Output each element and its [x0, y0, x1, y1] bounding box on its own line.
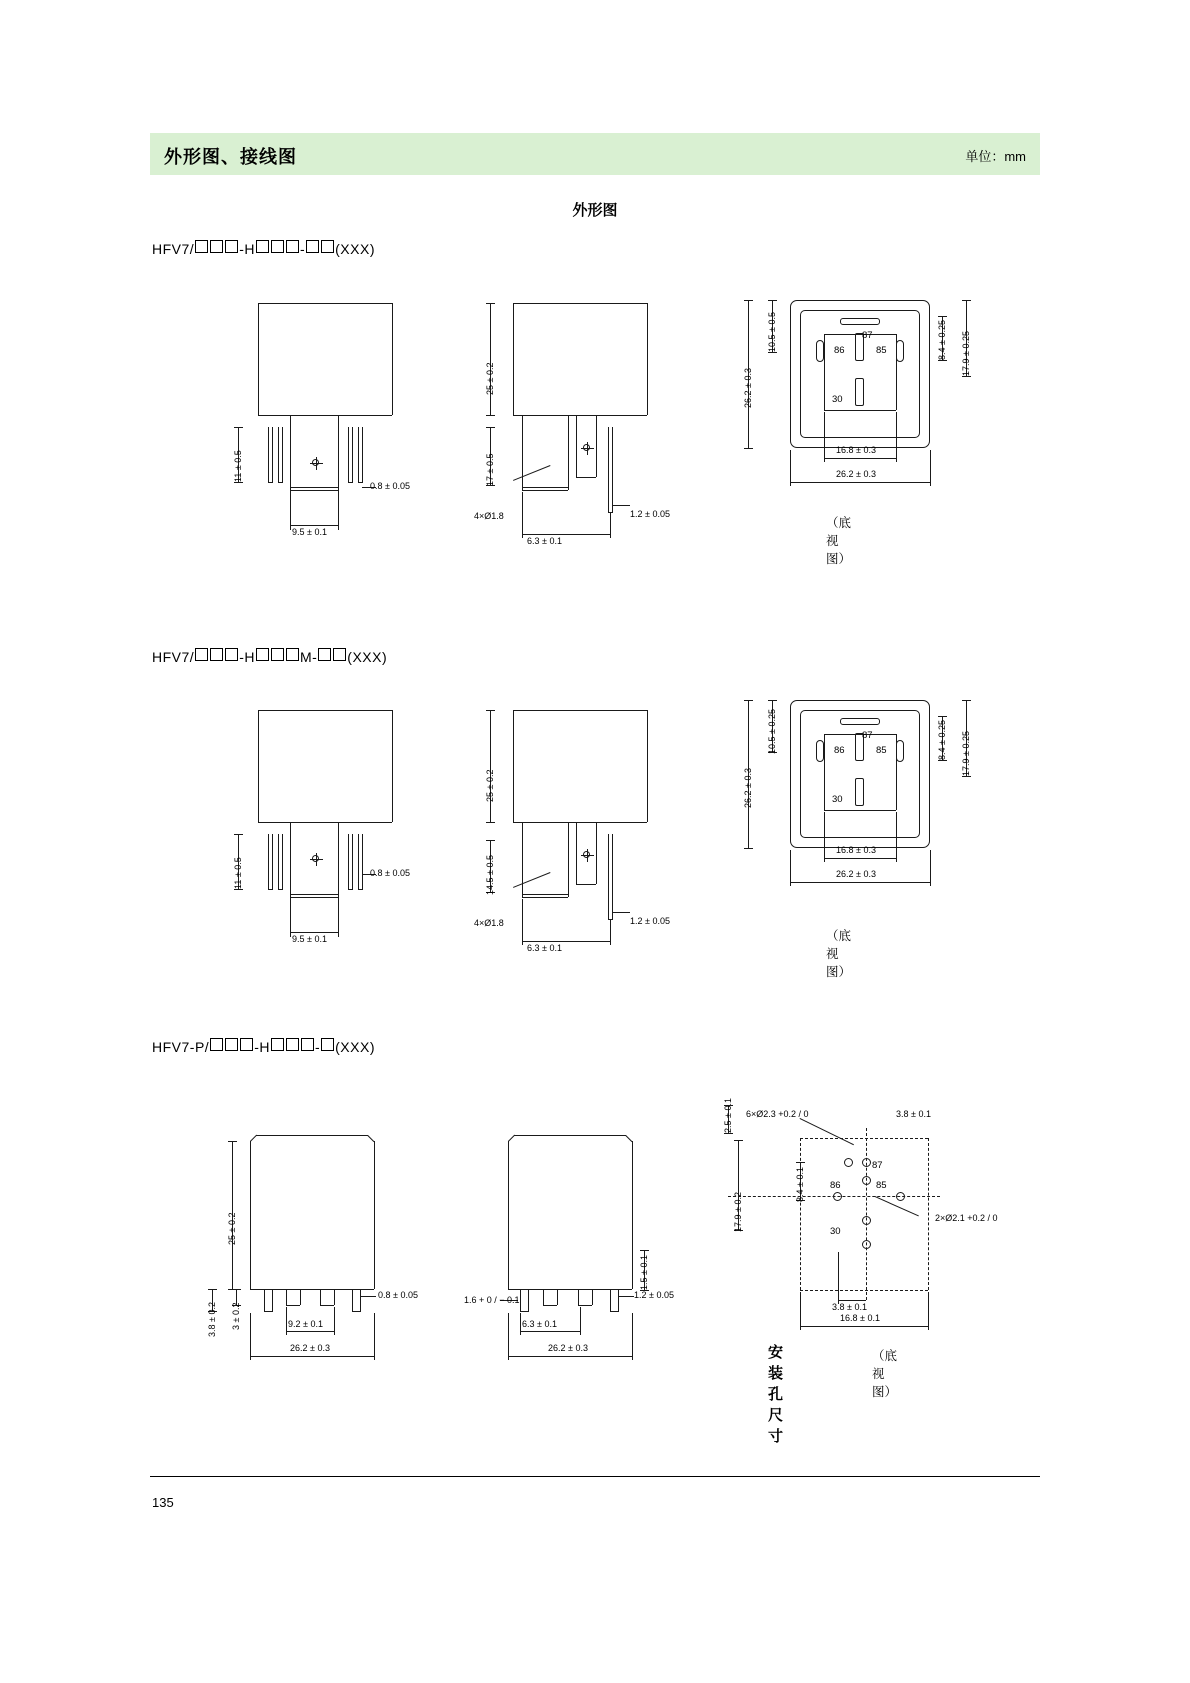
- dim-side-pin-t-1: 1.2 ± 0.05: [630, 509, 670, 519]
- model-mid: -H: [239, 241, 255, 257]
- mounting-hole-caption-small: （底视图）: [872, 1349, 898, 1399]
- dim-bv-right-inner-2: 8.4 ± 0.25: [937, 720, 947, 760]
- dim-side-inner-3: 6.3 ± 0.1: [522, 1319, 557, 1329]
- dim-front-left-v-1: 11 ± 0.5: [233, 450, 243, 482]
- dim-side-pin-t-2: 1.2 ± 0.05: [630, 916, 670, 926]
- dim-front-left-v-2: 11 ± 0.5: [233, 857, 243, 889]
- model-prefix-3: HFV7-P/: [152, 1039, 210, 1055]
- dim-front-tab-h2-3: 3 ± 0.2: [231, 1302, 241, 1330]
- bottom-view-caption-1: （底视图）: [826, 516, 852, 566]
- page-number: 135: [152, 1495, 174, 1510]
- dim-front-outer-3: 26.2 ± 0.3: [290, 1343, 330, 1353]
- dim-front-pin-w-1: 0.8 ± 0.05: [370, 481, 410, 491]
- dim-bv-left-outer-1: 26.2 ± 0.3: [743, 368, 753, 408]
- model-tail-3: (XXX): [335, 1039, 375, 1055]
- dim-bv-right-outer-2: 17.9 ± 0.25: [961, 731, 971, 776]
- dim-bv-bottom-inner-1: 16.8 ± 0.3: [836, 445, 876, 455]
- terminal-86-2: 86: [834, 745, 845, 756]
- dim-mh-hole6-3: 6×Ø2.3 +0.2 / 0: [746, 1109, 809, 1119]
- dim-hole-note-1: 4×Ø1.8: [474, 511, 504, 521]
- unit-note: 单位：mm: [965, 149, 1026, 164]
- dim-bv-left-inner-2: 10.5 ± 0.25: [767, 709, 777, 754]
- model-label-2: [152, 648, 387, 665]
- mounting-hole-caption-bold: 安装孔尺寸: [768, 1344, 784, 1445]
- dim-side-total-h-2: 25 ± 0.2: [485, 769, 495, 802]
- model-mid-2: -H: [239, 649, 255, 665]
- terminal-30-2: 30: [832, 794, 843, 805]
- terminal-86-1: 86: [834, 345, 845, 356]
- dim-mh-top-3: 2.5 ± 0.1: [723, 1098, 733, 1133]
- terminal-85-2: 85: [876, 745, 887, 756]
- dim-side-pin-t-3: 1.2 ± 0.05: [634, 1290, 674, 1300]
- dim-side-bottom-2: 6.3 ± 0.1: [527, 943, 562, 953]
- dim-bv-left-inner-1: 10.5 ± 0.5: [767, 312, 777, 352]
- dim-front-bottom-1: 9.5 ± 0.1: [292, 527, 327, 537]
- dim-mh-bottom-inner-3: 3.8 ± 0.1: [832, 1302, 867, 1312]
- terminal-85-1: 85: [876, 345, 887, 356]
- model-mid-3: -H: [254, 1039, 270, 1055]
- dim-bv-left-outer-2: 26.2 ± 0.3: [743, 768, 753, 808]
- dim-side-pin-h-2: 14.5 ± 0.5: [485, 855, 495, 895]
- bottom-view-caption-2: （底视图）: [826, 929, 852, 979]
- dim-side-outer-3: 26.2 ± 0.3: [548, 1343, 588, 1353]
- dim-front-inner-3: 9.2 ± 0.1: [288, 1319, 323, 1329]
- model-label-3: [152, 1038, 375, 1055]
- dim-side-total-h-1: 25 ± 0.2: [485, 362, 495, 395]
- dim-mh-inner-v-3: 8.4 ± 0.1: [795, 1167, 805, 1202]
- page-title: 外形图: [572, 202, 618, 219]
- model-tail-2: (XXX): [347, 649, 388, 665]
- dim-bv-right-outer-1: 17.9 ± 0.25: [961, 331, 971, 376]
- dim-bv-bottom-outer-2: 26.2 ± 0.3: [836, 869, 876, 879]
- terminal-85-3: 85: [876, 1180, 887, 1191]
- terminal-87-2: 87: [862, 730, 873, 741]
- terminal-86-3: 86: [830, 1180, 841, 1191]
- dim-bv-right-inner-1: 8.4 ± 0.25: [937, 320, 947, 360]
- dim-side-bottom-1: 6.3 ± 0.1: [527, 536, 562, 546]
- model-tail: (XXX): [335, 241, 375, 257]
- terminal-30-3: 30: [830, 1226, 841, 1237]
- terminal-87-1: 87: [862, 330, 873, 341]
- terminal-30-1: 30: [832, 394, 843, 405]
- section-header-bar: [150, 133, 1040, 175]
- model-prefix-2: HFV7/: [152, 649, 195, 665]
- dim-side-pin-h-3: 1.5 ± 0.1: [639, 1255, 649, 1290]
- section-header-title: 外形图、接线图: [164, 147, 297, 167]
- model-label-1: [152, 240, 375, 257]
- dim-side-pin-h-1: 17 ± 0.5: [485, 453, 495, 486]
- dim-mh-right-top-3: 3.8 ± 0.1: [896, 1109, 931, 1119]
- dim-front-pin-w-3: 0.8 ± 0.05: [378, 1290, 418, 1300]
- dim-front-bottom-2: 9.5 ± 0.1: [292, 934, 327, 944]
- dim-side-left-3: 1.6 + 0 / − 0.1: [464, 1295, 520, 1305]
- dim-mh-bottom-outer-3: 16.8 ± 0.1: [840, 1313, 880, 1323]
- model-prefix: HFV7/: [152, 241, 195, 257]
- dim-front-total-h-3: 25 ± 0.2: [227, 1212, 237, 1245]
- footer-divider: [150, 1476, 1040, 1477]
- dim-bv-bottom-outer-1: 26.2 ± 0.3: [836, 469, 876, 479]
- model-suffix: -: [299, 241, 306, 257]
- dim-bv-bottom-inner-2: 16.8 ± 0.3: [836, 845, 876, 855]
- dim-front-pin-w-2: 0.8 ± 0.05: [370, 868, 410, 878]
- dim-mh-left-v-3: 17.9 ± 0.2: [733, 1192, 743, 1232]
- model-suffix-2: M-: [299, 649, 318, 665]
- dim-hole-note-2: 4×Ø1.8: [474, 918, 504, 928]
- dim-front-tab-h-3: 3.8 ± 0.2: [207, 1302, 217, 1337]
- model-suffix-3: -: [314, 1039, 321, 1055]
- dim-mh-hole2-3: 2×Ø2.1 +0.2 / 0: [935, 1213, 998, 1223]
- terminal-87-3: 87: [872, 1160, 883, 1171]
